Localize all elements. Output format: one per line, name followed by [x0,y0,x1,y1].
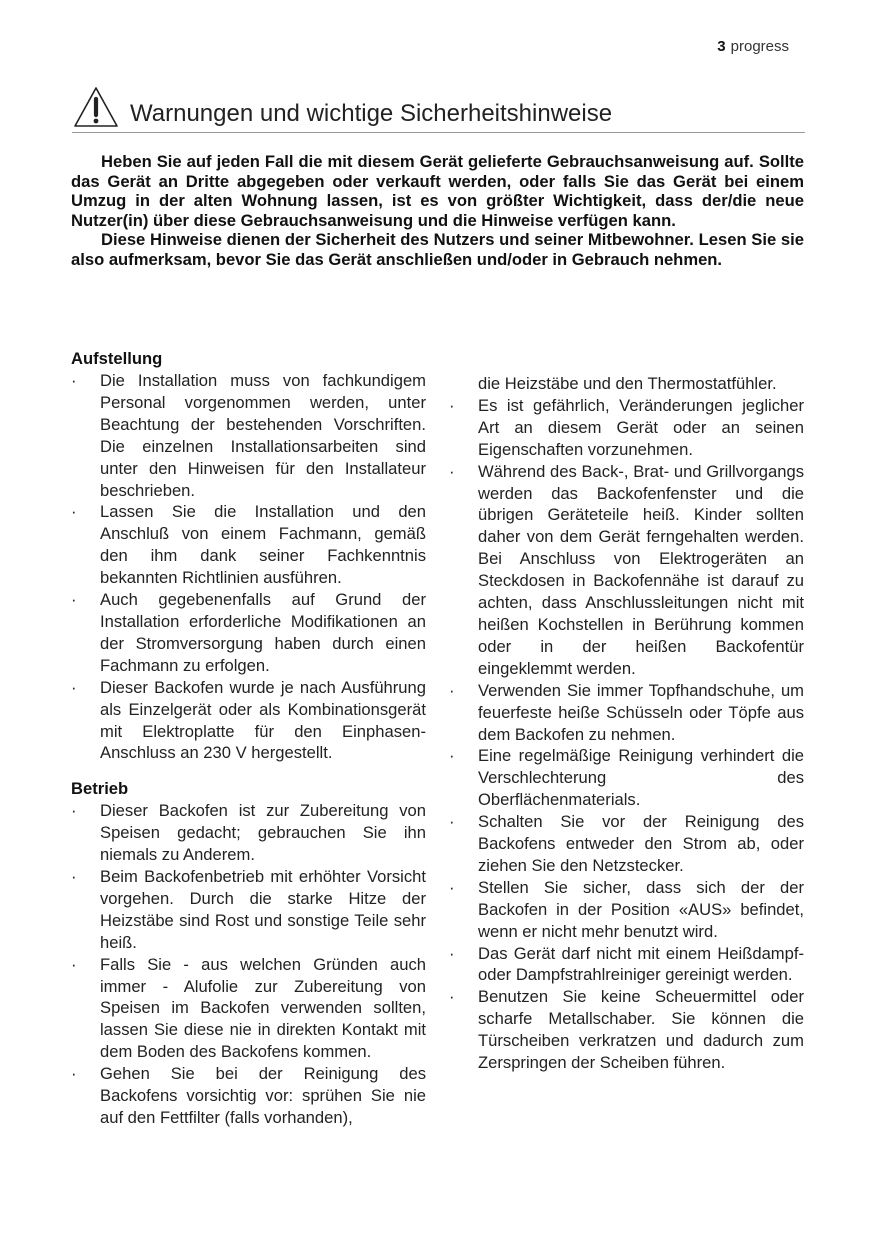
page-title: Warnungen und wichtige Sicherheitshinweise [130,100,613,127]
betrieb-list [71,800,426,1129]
list-item [449,680,804,746]
list-item-text: Während des Back-, Brat- und Grillvorgangs werden das Backofenfenster und die übrigen Geräteteile heiß. Kinder sollten daher von dem Gerät ferngehalten werden. Bei Anschluss von Elektrogeräten an Steckdosen in Backofennähe ist darauf zu achten, dass Anschlussleitungen nicht mit heißen Kochstellen in Berührung kommen oder in der heißen Backofentür eingeklemmt werden. [478,461,804,678]
list-item [449,461,804,680]
list-item [449,877,804,943]
list-item-text: Lassen Sie die Installation und den Anschluß von einem Fachmann, gemäß den ihm dank seiner Fachkenntnis bekannten Richtlinien ausführen. [100,502,426,588]
page-header [717,38,789,55]
bullet: · [449,877,455,897]
intro-paragraph: Diese Hinweise dienen der Sicherheit des Nutzers und seiner Mitbewohner. Lesen Sie sie also aufmerksam, bevor Sie das Gerät anschließen und/oder in Gebrauch nehmen. [71,230,804,269]
bullet: · [71,371,77,390]
bullet: · [71,590,77,610]
list-item [71,677,426,765]
list-item [449,943,804,987]
betrieb-list-continued [449,395,804,1074]
list-item-text: Benutzen Sie keine Scheuermittel oder scharfe Metallschaber. Sie können die Türscheiben verkratzen und dadurch zum Zerspringen der Scheiben führen. [478,987,804,1073]
list-item [71,589,426,677]
list-item [71,370,426,501]
list-item-text: Die Installation muss von fachkundigem Personal vorgenommen werden, unter Beachtung der bestehenden Vorschriften. Die einzelnen Installationsarbeiten sind unter den Hinweisen für den Installateur beschrieben. [100,371,426,500]
brand-name: progress [730,38,789,55]
section-heading-aufstellung: Aufstellung [71,349,163,368]
bullet: · [71,801,77,821]
bullet: · [449,395,455,415]
right-column [449,373,804,1074]
list-item-text: Dieser Backofen wurde je nach Ausführung als Einzelgerät oder als Kombinationsgerät mit Elektroplatte für den Einphasen-Anschluss an 230 V hergestellt. [100,677,426,763]
warning-triangle-icon [72,85,120,129]
list-item-text: Schalten Sie vor der Reinigung des Backofens entweder den Strom ab, oder ziehen Sie den Netzstecker. [478,812,804,875]
bullet: · [449,943,455,963]
list-item-text: Stellen Sie sicher, dass sich der der Backofen in der Position «AUS» befindet, wenn er nicht mehr benutzt wird. [478,877,804,941]
list-item [71,800,426,866]
list-item-text: Beim Backofenbetrieb mit erhöhter Vorsicht vorgehen. Durch die starke Hitze der Heizstäbe sind Rost und sonstige Teile sehr heiß. [100,867,426,952]
intro-block [71,152,804,270]
page-number: 3 [717,38,726,55]
list-item [449,986,804,1074]
bullet: · [449,812,455,832]
list-item-text: Verwenden Sie immer Topfhandschuhe, um feuerfeste heiße Schüsseln oder Töpfe aus dem Backofen zu nehmen. [478,680,804,744]
bullet: · [449,987,455,1007]
section-heading-betrieb: Betrieb [71,779,129,799]
list-item [449,811,804,877]
list-item-text: Gehen Sie bei der Reinigung des Backofens vorsichtig vor: sprühen Sie nie auf den Fettfilter (falls vorhanden), [100,1064,426,1127]
bullet: · [449,680,455,700]
section-title-row [72,86,805,133]
bullet: · [71,954,77,974]
bullet: · [449,746,455,766]
bullet: · [71,502,77,522]
intro-paragraph: Heben Sie auf jeden Fall die mit diesem Gerät gelieferte Gebrauchsanweisung auf. Sollte das Gerät an Dritte abgegeben oder verkauft werden, oder falls Sie das Gerät bei einem Umzug in der alten Wohnung lassen, ist es von größter Wichtigkeit, dass der/die neue Nutzer(in) über diese Gebrauchsanweisung und die Hinweise verfügen kann. [71,152,804,230]
left-column [71,348,426,1129]
aufstellung-list [71,370,426,764]
list-item-continuation: die Heizstäbe und den Thermostatfühler. [478,374,777,393]
list-item-text: Eine regelmäßige Reinigung verhindert die Verschlechterung des Oberflächenmaterials. [478,746,804,810]
list-item-text: Auch gegebenenfalls auf Grund der Installation erforderliche Modifikationen an der Stromversorgung haben durch einen Fachmann zu erfolgen. [100,590,426,675]
list-item [71,954,426,1064]
list-item-text: Dieser Backofen ist zur Zubereitung von Speisen gedacht; gebrauchen Sie ihn niemals zu Anderem. [100,801,426,865]
list-item [71,1063,426,1129]
bullet: · [71,867,77,887]
list-item [449,745,804,811]
list-item-text: Falls Sie - aus welchen Gründen auch immer - Alufolie zur Zubereitung von Speisen im Backofen verwenden sollten, lassen Sie diese nie in direkten Kontakt mit dem Boden des Backofens kommen. [100,954,426,1062]
list-item-text: Das Gerät darf nicht mit einem Heißdampf- oder Dampfstrahlreiniger gereinigt werden. [478,943,804,985]
list-item [449,395,804,461]
bullet: · [449,461,455,481]
list-item-text: Es ist gefährlich, Veränderungen jeglicher Art an diesem Gerät oder an seinen Eigenschaften vorzunehmen. [478,395,804,459]
list-item [71,501,426,589]
list-item [71,866,426,954]
bullet: · [71,677,77,697]
bullet: · [71,1064,77,1084]
